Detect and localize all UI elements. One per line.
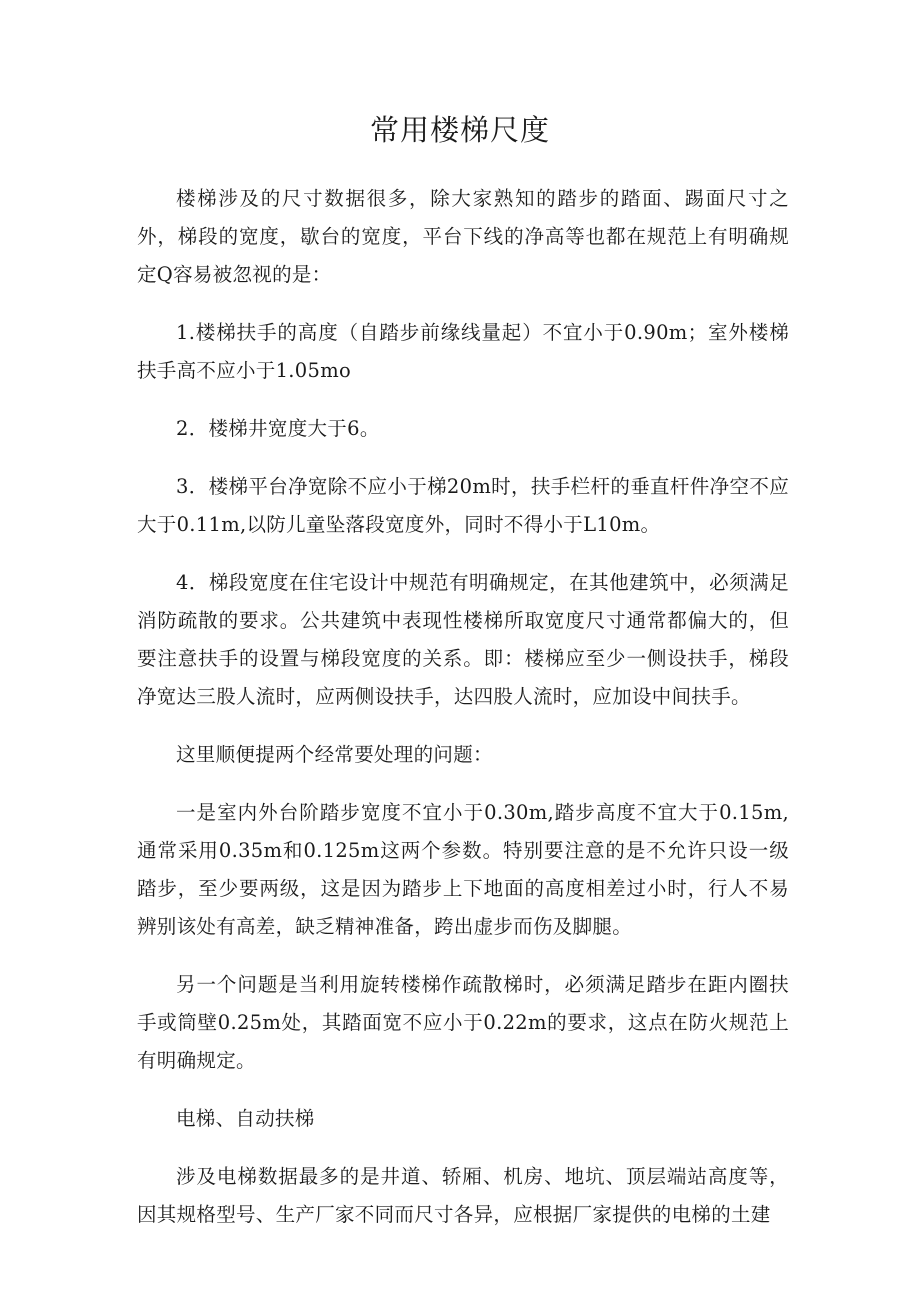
paragraph-item-4: 4．梯段宽度在住宅设计中规范有明确规定，在其他建筑中，必须满足消防疏散的要求。公共建筑中表现性楼梯所取宽度尺寸通常都偏大的，但要注意扶手的设置与梯段宽度的关系。即：楼梯应至少一侧设扶手，梯段净宽达三股人流时，应两侧设扶手，达四股人流时，应加设中间扶手。	[137, 571, 789, 708]
paragraph-intro: 楼梯涉及的尺寸数据很多，除大家熟知的踏步的踏面、踢面尺寸之外，梯段的宽度，歇台的宽度，平台下线的净高等也都在规范上有明确规定Q容易被忽视的是：	[137, 187, 789, 286]
paragraph-item-1: 1.楼梯扶手的高度（自踏步前缘线量起）不宜小于0.90m；室外楼梯扶手高不应小于1.05mo	[137, 321, 789, 382]
paragraph-item-3: 3．楼梯平台净宽除不应小于梯20m时，扶手栏杆的垂直杆件净空不应大于0.11m,以防儿童坠落段宽度外，同时不得小于L10m。	[137, 475, 789, 536]
paragraph-elevator: 涉及电梯数据最多的是井道、轿厢、机房、地坑、顶层端站高度等，因其规格型号、生产厂家不同而尺寸各异，应根据厂家提供的电梯的土建	[137, 1165, 789, 1226]
paragraph-problems-intro: 这里顺便提两个经常要处理的问题：	[176, 743, 493, 766]
paragraph-problem-1: 一是室内外台阶踏步宽度不宜小于0.30m,踏步高度不宜大于0.15m,通常采用0.35m和0.125m这两个参数。特别要注意的是不允许只设一级踏步，至少要两级，这是因为踏步上下地面的高度相差过小时，行人不易辨别该处有高差，缺乏精神准备，跨出虚步而伤及脚腿。	[137, 801, 789, 938]
section-heading-elevator: 电梯、自动扶梯	[176, 1107, 315, 1130]
document-body	[137, 180, 789, 1254]
paragraph-problem-2: 另一个问题是当利用旋转楼梯作疏散梯时，必须满足踏步在距内圈扶手或筒壁0.25m处，其踏面宽不应小于0.22m的要求，这点在防火规范上有明确规定。	[137, 973, 789, 1072]
paragraph-item-2: 2．楼梯井宽度大于6。	[176, 417, 380, 440]
document-title: 常用楼梯尺度	[369, 113, 550, 147]
